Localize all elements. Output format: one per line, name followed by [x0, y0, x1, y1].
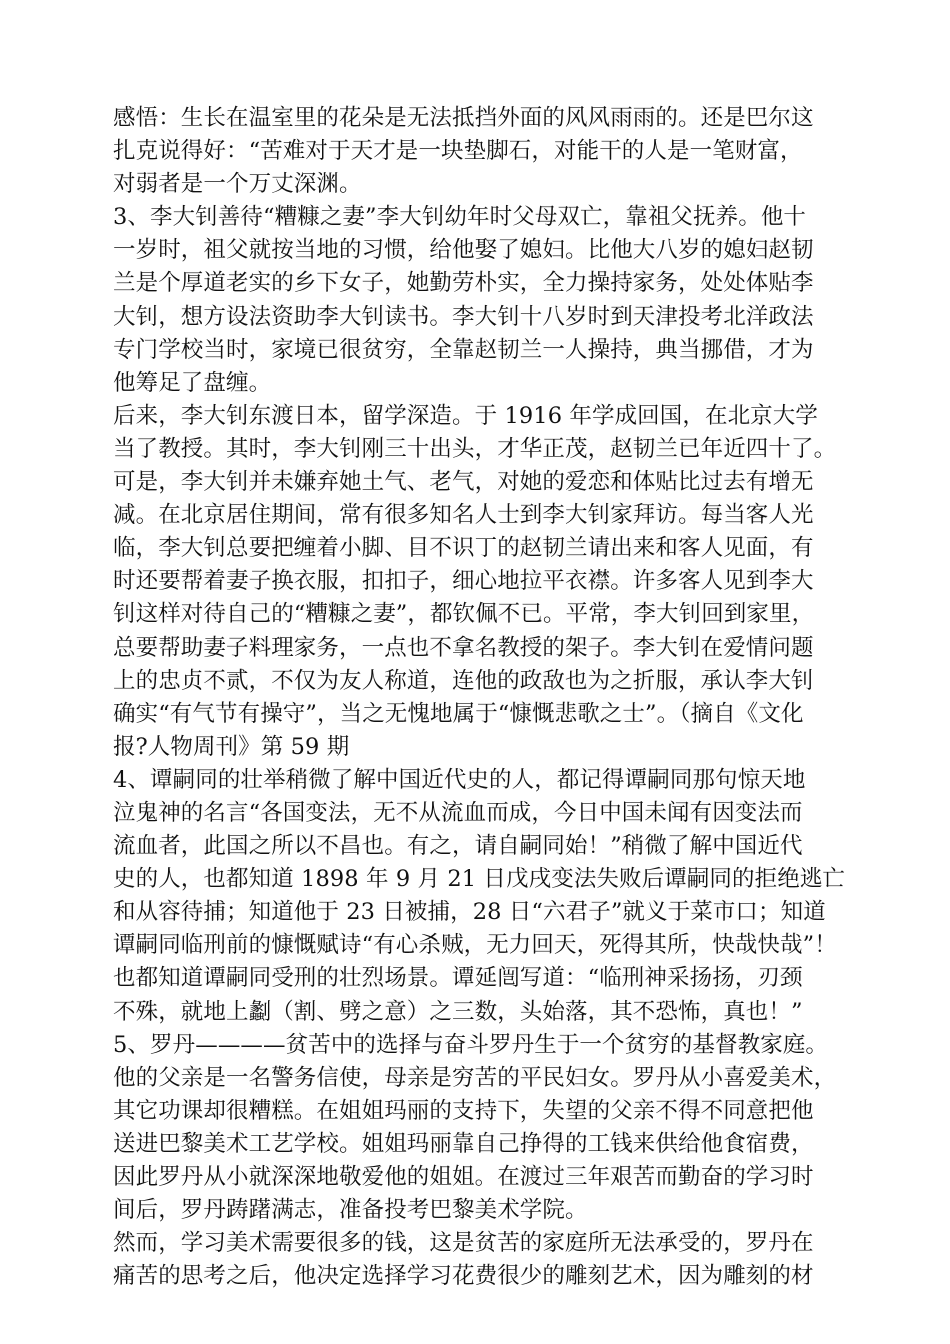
text-line: 谭嗣同临刑前的慷慨赋诗“有心杀贼，无力回天，死得其所，快哉快哉”！ — [113, 932, 837, 959]
text-line: 对弱者是一个万丈深渊。 — [113, 171, 362, 198]
text-line: 上的忠贞不贰，不仅为友人称道，连他的政敌也为之折服，承认李大钊 — [113, 667, 814, 694]
text-line: 泣鬼神的名言“各国变法，无不从流血而成，今日中国未闻有因变法而 — [113, 799, 803, 826]
text-line: 时还要帮着妻子换衣服，扣扣子，细心地拉平衣襟。许多客人见到李大 — [113, 568, 814, 595]
text-line: 流血者，此国之所以不昌也。有之，请自嗣同始！”稍微了解中国近代 — [113, 833, 803, 860]
text-line: 当了教授。其时，李大钊刚三十出头，才华正茂，赵韧兰已年近四十了。 — [113, 435, 837, 462]
text-line: 大钊，想方设法资助李大钊读书。李大钊十八岁时到天津投考北洋政法 — [113, 303, 814, 330]
text-line: 感悟：生长在温室里的花朵是无法抵挡外面的风风雨雨的。还是巴尔这 — [113, 105, 814, 131]
document-body — [113, 102, 853, 1293]
text-line: 兰是个厚道老实的乡下女子，她勤劳朴实，全力操持家务，处处体贴李 — [113, 270, 814, 297]
text-line: 和从容待捕；知道他于 23 日被捕，28 日“六君子”就义于菜市口；知道 — [113, 899, 826, 926]
text-line: 3、李大钊善待“糟糠之妻”李大钊幼年时父母双亡，靠祖父抚养。他十 — [113, 204, 807, 231]
text-line: 总要帮助妻子料理家务，一点也不拿名教授的架子。李大钊在爱情问题 — [113, 634, 814, 661]
text-line: 报?人物周刊》第 59 期 — [113, 733, 350, 760]
text-line: 送进巴黎美术工艺学校。姐姐玛丽靠自己挣得的工钱来供给他食宿费， — [113, 1130, 814, 1157]
text-line: 不殊，就地上劙（割、劈之意）之三数，头始落，其不恐怖，真也！” — [113, 998, 803, 1025]
text-line: 临，李大钊总要把缠着小脚、目不识丁的赵韧兰请出来和客人见面，有 — [113, 535, 814, 562]
text-line: 减。在北京居住期间，常有很多知名人士到李大钊家拜访。每当客人光 — [113, 502, 814, 529]
text-line: 扎克说得好：“苦难对于天才是一块垫脚石，对能干的人是一笔财富， — [113, 138, 803, 165]
text-line: 痛苦的思考之后，他决定选择学习花费很少的雕刻艺术，因为雕刻的材 — [113, 1263, 814, 1290]
text-line: 其它功课却很糟糕。在姐姐玛丽的支持下，失望的父亲不得不同意把他 — [113, 1097, 814, 1124]
text-line: 他筹足了盘缠。 — [113, 369, 272, 396]
text-line: 因此罗丹从小就深深地敬爱他的姐姐。在渡过三年艰苦而勤奋的学习时 — [113, 1164, 814, 1190]
text-line: 4、谭嗣同的壮举稍微了解中国近代史的人，都记得谭嗣同那句惊天地 — [113, 766, 806, 793]
text-line: 也都知道谭嗣同受刑的壮烈场景。谭延闿写道：“临刑神采扬扬，刃颈 — [113, 965, 803, 992]
text-line: 史的人，也都知道 1898 年 9 月 21 日戊戌变法失败后谭嗣同的拒绝逃亡 — [113, 866, 846, 893]
text-line: 一岁时，祖父就按当地的习惯，给他娶了媳妇。比他大八岁的媳妇赵韧 — [113, 237, 814, 264]
text-line: 后来，李大钊东渡日本，留学深造。于 1916 年学成回国，在北京大学 — [113, 402, 818, 429]
text-line: 确实“有气节有操守”，当之无愧地属于“慷慨悲歌之士”。（摘自《文化 — [113, 700, 804, 727]
text-line: 然而，学习美术需要很多的钱，这是贫苦的家庭所无法承受的，罗丹在 — [113, 1230, 814, 1257]
text-line: 5、罗丹————贫苦中的选择与奋斗罗丹生于一个贫穷的基督教家庭。 — [113, 1031, 829, 1058]
text-line: 间后，罗丹踌躇满志，准备投考巴黎美术学院。 — [113, 1197, 588, 1224]
text-line: 专门学校当时，家境已很贫穷，全靠赵韧兰一人操持，典当挪借，才为 — [113, 336, 814, 363]
text-line: 钊这样对待自己的“糟糠之妻”，都钦佩不已。平常，李大钊回到家里， — [113, 601, 815, 628]
text-line: 他的父亲是一名警务信使，母亲是穷苦的平民妇女。罗丹从小喜爱美术， — [113, 1064, 837, 1091]
text-line: 可是，李大钊并未嫌弃她土气、老气，对她的爱恋和体贴比过去有增无 — [113, 469, 814, 496]
